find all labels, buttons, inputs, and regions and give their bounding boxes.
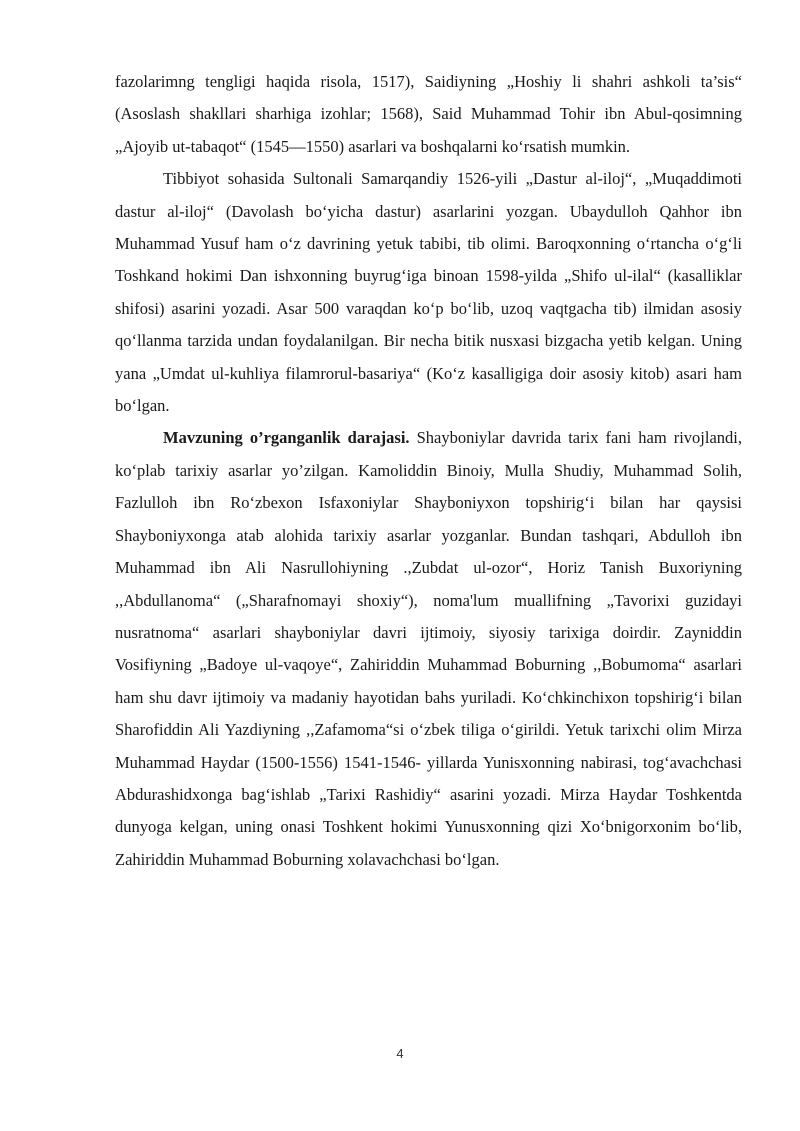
paragraph-continuation: fazolarimng tengligi haqida risola, 1517), Saidiyning „Hoshiy li shahri ashkoli ta’sis“ (Asoslash shakllari sharhiga izohlar; 1568), Said Muhammad Tohir ibn Abul-qosimning „Ajoyib ut-tabaqot“ (1545—1550) asarlari va boshqalarni ko‘rsatish mumkin. <box>115 72 742 156</box>
paragraph-medicine: Tibbiyot sohasida Sultonali Samarqandiy 1526-yili „Dastur al-iloj“, „Muqaddimoti dastur al-iloj“ (Davolash bo‘yicha dastur) asarlarini yozgan. Ubaydulloh Qahhor ibn Muhammad Yusuf ham o‘z davrining yetuk tabibi, tib olimi. Baroqxonning o‘rtancha o‘g‘li Toshkand hokimi Dan ishxonning buyrug‘iga binoan 1598-yilda „Shifo ul-ilal“ (kasalliklar shifosi) asarini yozadi. Asar 500 varaqdan ko‘p bo‘lib, uzoq vaqtgacha tib) ilmidan asosiy qo‘llanma tarzida undan foydalanilgan. Bir necha bitik nusxasi bizgacha yetib kelgan. Uning yana „Umdat ul-kuhliya filamrorul-basariya“ (Ko‘z kasalligiga doir asosiy kitob) asari ham bo‘lgan. <box>115 169 742 416</box>
section-heading: Mavzuning o’rganganlik darajasi. <box>163 428 410 448</box>
document-page <box>115 66 742 876</box>
paragraph-study-level <box>115 422 742 876</box>
paragraph-study-level-text: Shayboniylar davrida tarix fani ham rivojlandi, ko‘plab tarixiy asarlar yo’zilgan. Kamoliddin Binoiy, Mulla Shudiy, Muhammad Solih, Fazlulloh ibn Ro‘zbexon Isfaxoniylar Shayboniyxon topshirig‘i bilan har qaysisi Shayboniyxonga atab alohida tarixiy asarlar yozganlar. Bundan tashqari, Abdulloh ibn Muhammad ibn Ali Nasrullohiyning .,Zubdat ul-ozor“, Horiz Tanish Buxoriyning ,,Abdullanoma“ („Sharafnomayi shoxiy“), noma'lum muallifning „Tavorixi guzidayi nusratnoma“ asarlari shayboniylar davri ijtimoiy, siyosiy tarixiga doirdir. Zayniddin Vosifiyning „Badoye ul-vaqoye“, Zahiriddin Muhammad Boburning ,,Bobumoma“ asarlari ham shu davr ijtimoiy va madaniy hayotidan bahs yuriladi. Ko‘chkinchixon topshirig‘i bilan Sharofiddin Ali Yazdiyning ,,Zafamoma“si o‘zbek tiliga o‘girildi. Yetuk tarixchi olim Mirza Muhammad Haydar (1500-1556) 1541-1546- yillarda Yunisxonning nabirasi, tog‘avachchasi Abdurashidxonga bag‘ishlab „Tarixi Rashidiy“ asarini yozadi. Mirza Haydar Toshkentda dunyoga kelgan, uning onasi Toshkent hokimi Yunusxonning qizi Xo‘bnigorxonim bo‘lib, Zahiriddin Muhammad Boburning xolavachchasi bo‘lgan. <box>115 428 742 869</box>
page-number: 4 <box>396 1046 404 1061</box>
